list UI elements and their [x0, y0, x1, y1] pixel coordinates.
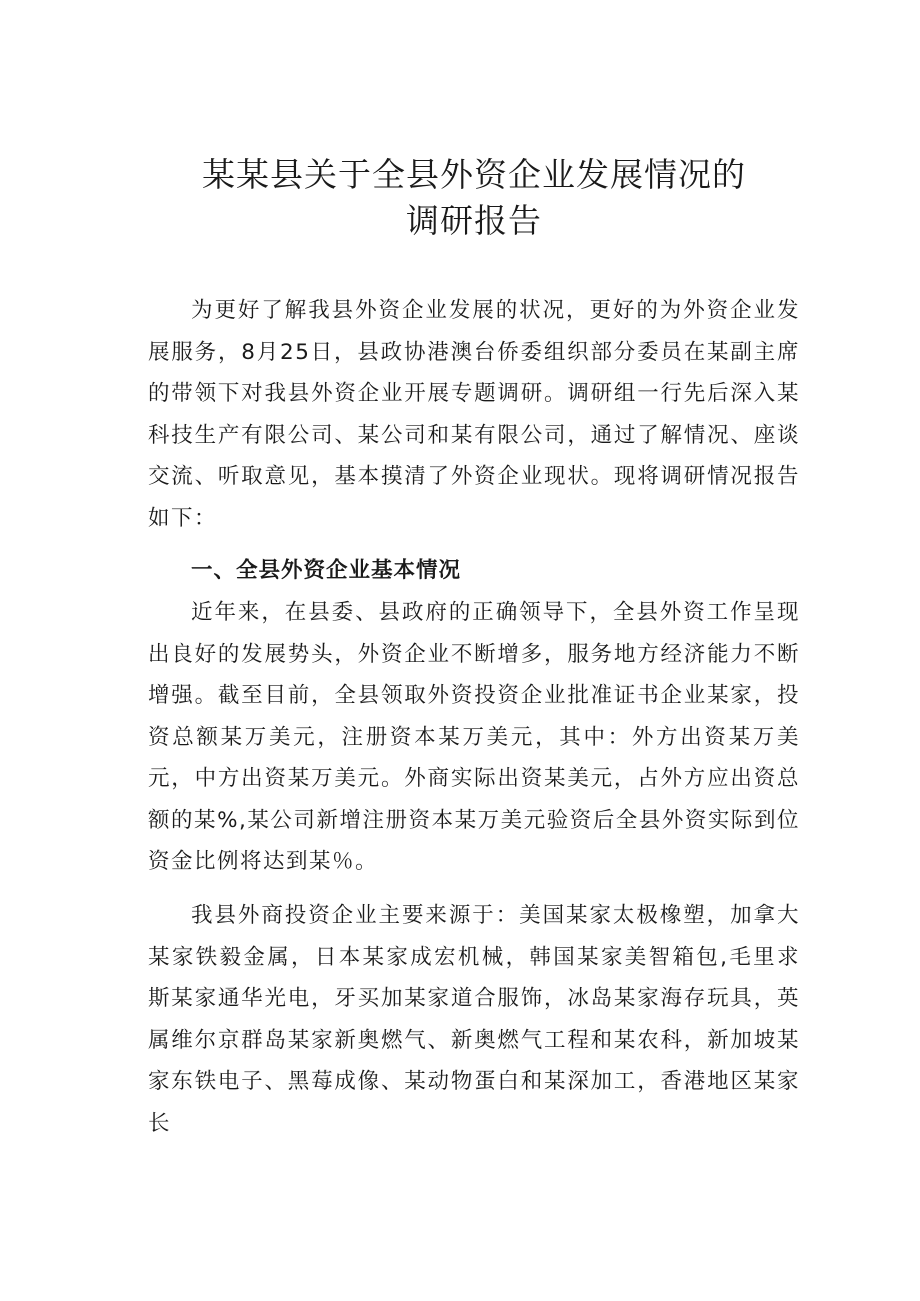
section-heading-1: 一、全县外资企业基本情况 — [191, 558, 462, 583]
section1-paragraph-1: 近年来，在县委、县政府的正确领导下，全县外资工作呈现出良好的发展势头，外资企业不断增多，服务地方经济能力不断增强。截至目前，全县领取外资投资企业批准证书企业某家，投资总额某万美元，注册资本某万美元，其中：外方出资某万美元，中方出资某万美元。外商实际出资某美元，占外方应出资总额的某%,某公司新增注册资本某万美元验资后全县外资实际到位资金比例将达到某％。 — [148, 600, 800, 874]
title-line-2: 调研报告 — [406, 201, 542, 240]
title-line-1: 某某县关于全县外资企业发展情况的 — [202, 155, 746, 194]
section1-paragraph-2: 我县外商投资企业主要来源于：美国某家太极橡塑，加拿大某家铁毅金属，日本某家成宏机械，韩国某家美智箱包,毛里求斯某家通华光电，牙买加某家道合服饰，冰岛某家海存玩具，英属维尔京群岛某家新奥燃气、新奥燃气工程和某农科，新加坡某家东铁电子、黑莓成像、某动物蛋白和某深加工，香港地区某家长 — [148, 903, 800, 1136]
document-title — [148, 152, 800, 244]
intro-paragraph: 为更好了解我县外资企业发展的状况，更好的为外资企业发展服务，8月25日，县政协港澳台侨委组织部分委员在某副主席的带领下对我县外资企业开展专题调研。调研组一行先后深入某科技生产有限公司、某公司和某有限公司，通过了解情况、座谈交流、听取意见，基本摸清了外资企业现状。现将调研情况报告如下： — [148, 298, 800, 531]
